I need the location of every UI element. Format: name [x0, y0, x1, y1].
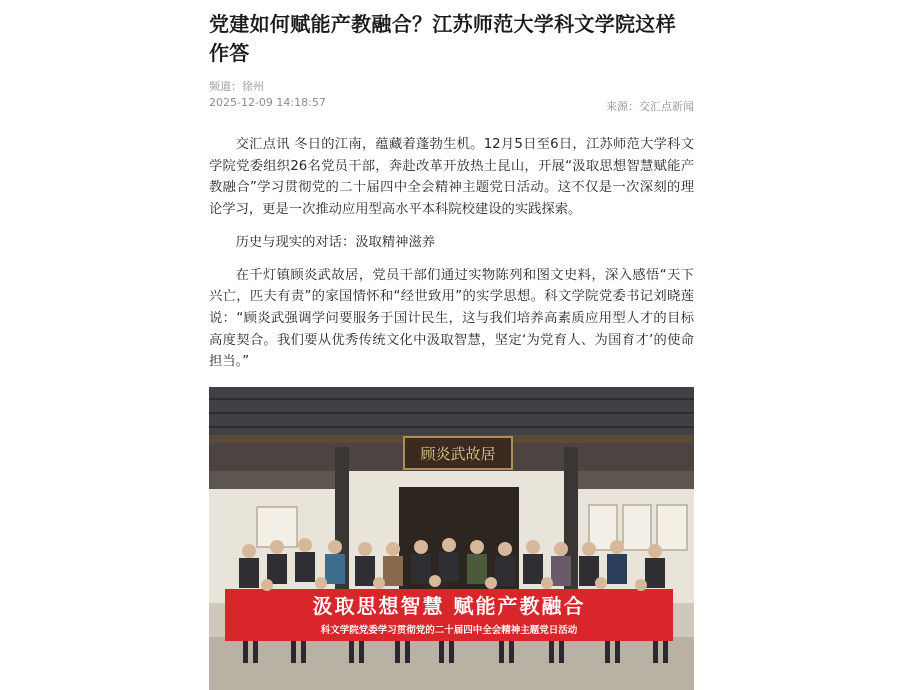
banner-line-2: 科文学院党委学习贯彻党的二十届四中全会精神主题党日活动 [320, 625, 578, 636]
article-title: 党建如何赋能产教融合？江苏师范大学科文学院这样作答 [209, 12, 676, 65]
group-photo [209, 387, 694, 690]
plaque-text: 顾炎武故居 [420, 445, 496, 463]
article-meta [209, 78, 694, 114]
section-subheading: 历史与现实的对话：汲取精神滋养 [235, 234, 436, 250]
article-body [209, 134, 694, 373]
paragraph-intro: 交汇点讯 冬日的江南，蕴藏着蓬勃生机。12月5日至6日，江苏师范大学科文学院党委组织26名党员干部，奔赴改革开放热土昆山，开展“汲取思想智慧赋能产教融合”学习贯彻党的二十届四中全会精神主题党日活动。这不仅是一次深刻的理论学习，更是一次推动应用型高水平本科院校建设的实践探索。 [209, 137, 694, 218]
banner-line-1: 汲取思想智慧 赋能产教融合 [312, 594, 586, 618]
group-photo-illustration [209, 387, 694, 690]
article [209, 10, 694, 636]
channel-label: 频道：徐州 [209, 80, 264, 93]
source-label: 来源：交汇点新闻 [606, 100, 694, 113]
publish-time: 2025-12-09 14:18:57 [209, 96, 326, 109]
paragraph-gu-yanwu: 在千灯镇顾炎武故居，党员干部们通过实物陈列和图文史料，深入感悟“天下兴亡，匹夫有责”的家国情怀和“经世致用”的实学思想。科文学院党委书记刘晓莲说：“顾炎武强调学问要服务于国计民生，这与我们培养高素质应用型人才的目标高度契合。我们要从优秀传统文化中汲取智慧，坚定‘为党育人、为国育才’的使命担当。” [209, 267, 694, 370]
